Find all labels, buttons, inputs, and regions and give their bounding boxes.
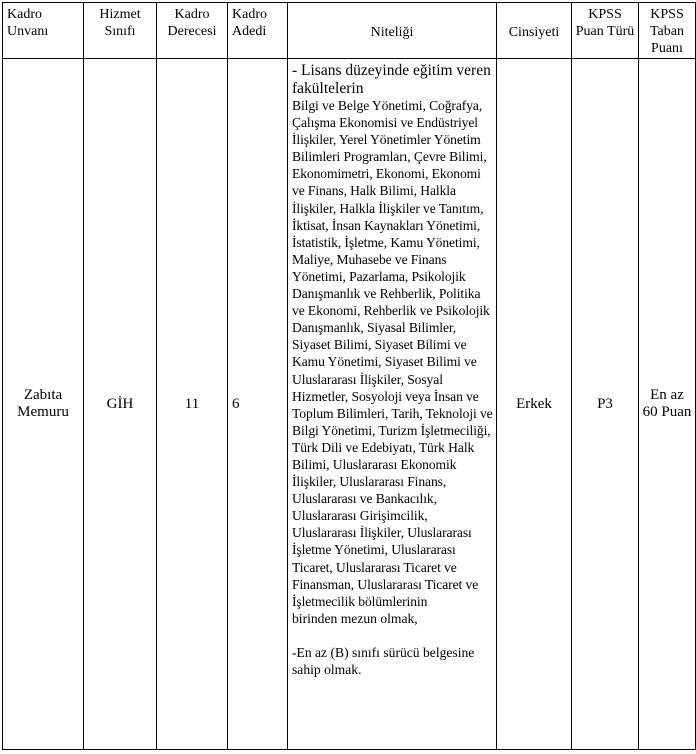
nitelik-intro: - Lisans düzeyinde eğitim veren fakültelerin <box>292 62 491 97</box>
nitelik-bolumler: Bilgi ve Belge Yönetimi, Coğrafya, Çalışma Ekonomisi ve Endüstriyel İlişkiler, Yerel Yönetimler Yönetim Bilimleri Programları, Çevre Bilimi, Ekonomimetri, Ekonomi, Ekonomi ve Finans, Halk Bilimi, Halkla İlişkiler, Halkla İlişkiler ve Tanıtım, İktisat, İnsan Kaynakları Yönetimi, İstatistik, İşletme, Kamu Yönetimi, Maliye, Muhasebe ve Finans Yönetimi, Pazarlama, Psikolojik Danışmanlık ve Rehberlik, Politika ve Ekonomi, Rehberlik ve Psikolojik Danışmanlık, Siyasal Bilimler, Siyaset Bilimi, Siyaset Bilimi ve Kamu Yönetimi, Siyaset Bilimi ve Uluslararası İlişkiler, Sosyal Hizmetler, Sosyoloji veya İnsan ve Toplum Bilimleri, Tarih, Teknoloji ve Bilgi Yönetimi, Turizm İşletmeciliği, Türk Dili ve Edebiyatı, Türk Halk Bilimi, Uluslararası Ekonomik İlişkiler, Uluslararası Finans, Uluslararası ve Bankacılık, Uluslararası Girişimcilik, Uluslararası İlişkiler, Uluslararası İşletme Yönetimi, Uluslararası Ticaret, Uluslararası Ticaret ve Finansman, Uluslararası Ticaret ve İşletmecilik bölümlerinin <box>292 98 493 609</box>
cell-hizmet-sinifi: GİH <box>84 59 157 750</box>
nitelik-son: birinden mezun olmak, <box>292 610 418 626</box>
cell-kadro-derecesi: 11 <box>157 59 228 750</box>
header-hizmet-sinifi: Hizmet Sınıfı <box>84 3 157 59</box>
cell-kpss-puan-turu: P3 <box>572 59 639 750</box>
cell-cinsiyeti: Erkek <box>497 59 572 750</box>
cell-niteligi <box>288 59 497 750</box>
header-kadro-unvani: Kadro Unvanı <box>3 3 84 59</box>
header-kadro-adedi: Kadro Adedi <box>228 3 288 59</box>
header-kpss-taban-puani: KPSS Taban Puanı <box>639 3 696 59</box>
kadro-table <box>2 2 696 750</box>
nitelik-spacer <box>292 627 494 644</box>
header-kpss-puan-turu: KPSS Puan Türü <box>572 3 639 59</box>
header-niteligi: Niteliği <box>288 3 497 59</box>
cell-kpss-taban-puani: En az 60 Puan <box>639 59 696 750</box>
header-cinsiyeti: Cinsiyeti <box>497 3 572 59</box>
nitelik-ehliyet: -En az (B) sınıfı sürücü belgesine sahip olmak. <box>292 644 475 677</box>
header-kadro-derecesi: Kadro Derecesi <box>157 3 228 59</box>
cell-kadro-unvani: Zabıta Memuru <box>3 59 84 750</box>
cell-kadro-adedi: 6 <box>228 59 288 750</box>
table-row <box>3 59 696 750</box>
header-row <box>3 3 696 59</box>
